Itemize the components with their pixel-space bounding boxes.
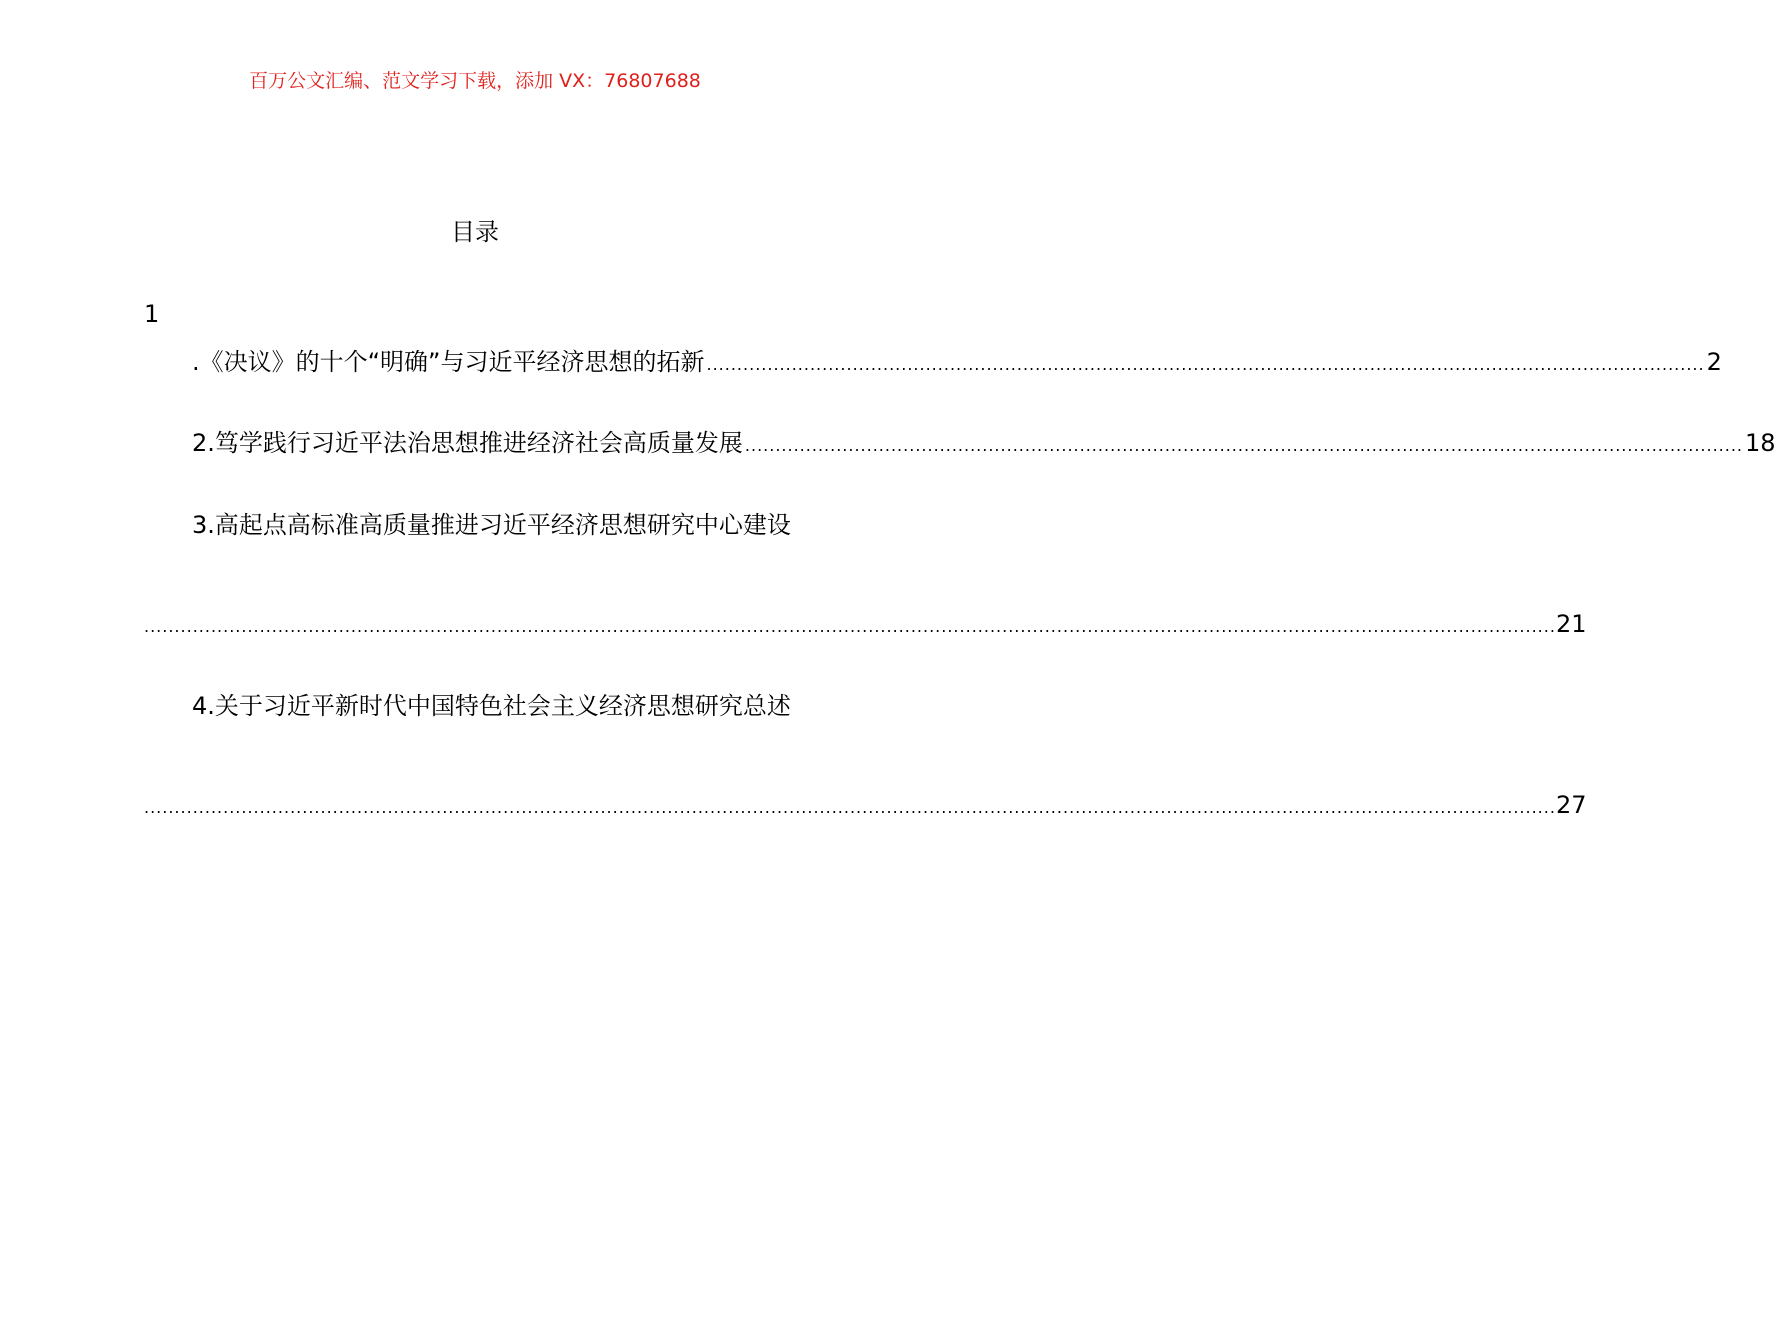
toc-entry-page: 27 [1555, 791, 1587, 819]
toc-entry-2[interactable] [192, 425, 1776, 464]
toc-entry-page: 2 [1706, 348, 1722, 376]
toc-leader-dots: .................................................................................................................................................................... [706, 355, 1705, 374]
toc-leader-dots: ........................................................................................................................................................................................................................................ [144, 798, 1556, 817]
toc-entry-title: .《决议》的十个“明确”与习近平经济思想的拓新 [192, 348, 705, 376]
toc-entry-1[interactable] [192, 344, 1722, 383]
toc-entry-4-leader[interactable] [144, 787, 1587, 826]
toc-leader-dots: .................................................................................................................................................................... [744, 436, 1743, 455]
toc-entry-title: 2.笃学践行习近平法治思想推进经济社会高质量发展 [192, 429, 743, 457]
header-watermark-note: 百万公文汇编、范文学习下载，添加 VX：76807688 [249, 70, 701, 92]
toc-leader-dots: ........................................................................................................................................................................................................................................ [144, 617, 1556, 636]
toc-entry-3[interactable] [192, 507, 806, 543]
toc-entry-title: 4.关于习近平新时代中国特色社会主义经济思想研究总述 [192, 692, 791, 720]
toc-entry-title: 3.高起点高标准高质量推进习近平经济思想研究中心建设 [192, 511, 791, 539]
toc-entry-3-leader[interactable] [144, 606, 1587, 645]
toc-entry-page: 21 [1555, 610, 1587, 638]
toc-entry-4[interactable] [192, 688, 806, 724]
toc-entry-page: 18 [1745, 429, 1776, 457]
toc-title: 目录 [451, 218, 499, 246]
toc-stray-number: 1 [144, 300, 160, 328]
